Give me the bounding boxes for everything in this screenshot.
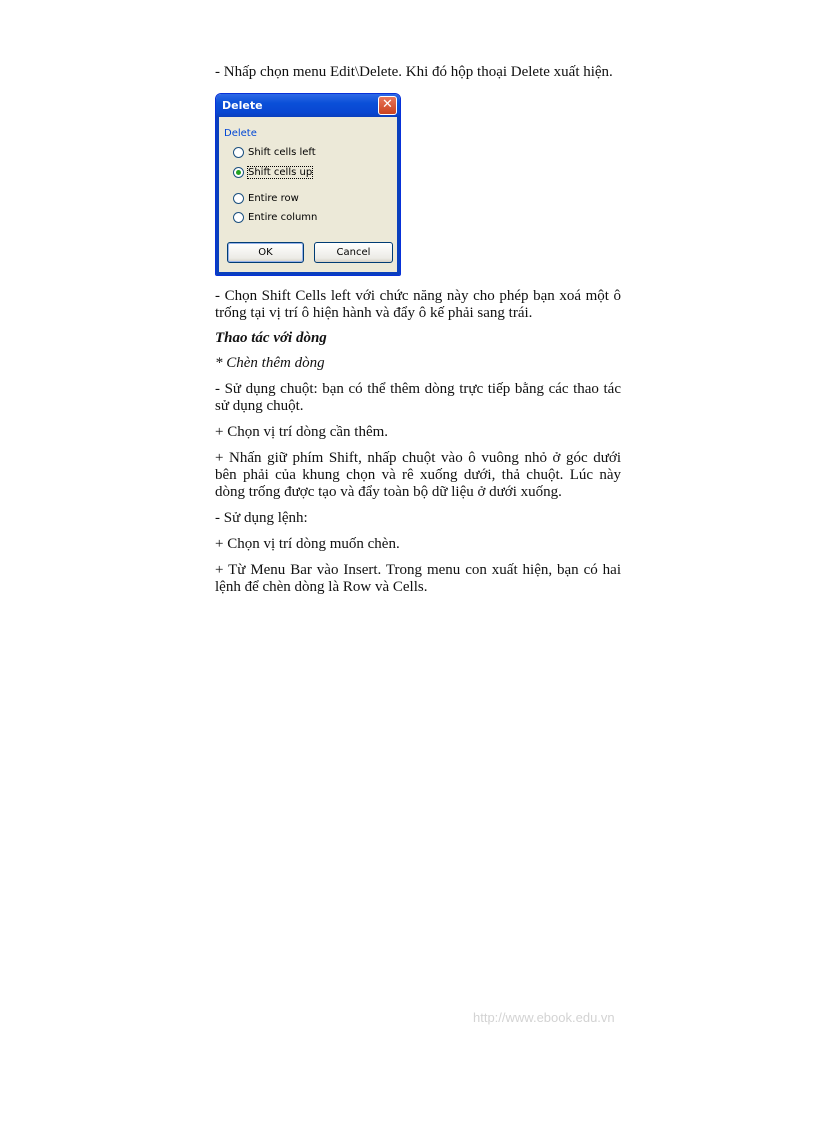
paragraph-mouse-use: - Sử dụng chuột: bạn có thể thêm dòng trực tiếp bằng các thao tác sử dụng chuột.	[215, 381, 621, 414]
radio-shift-cells-up[interactable]	[233, 167, 312, 178]
dialog-titlebar	[216, 94, 400, 117]
radio-button-icon[interactable]	[233, 147, 244, 158]
radio-label: Shift cells up	[248, 167, 313, 178]
radio-label: Entire row	[248, 193, 299, 204]
radio-entire-column[interactable]	[233, 212, 317, 223]
paragraph-menu-bar: + Từ Menu Bar vào Insert. Trong menu con xuất hiện, bạn có hai lệnh để chèn dòng là Row và Cells.	[215, 562, 621, 595]
radio-entire-row[interactable]	[233, 193, 299, 204]
dialog-frame-left	[216, 117, 219, 275]
paragraph-hold-shift: + Nhấn giữ phím Shift, nhấp chuột vào ô vuông nhỏ ở góc dưới bên phải của khung chọn và rê xuống dưới, thả chuột. Lúc này dòng trống được tạo và đẩy toàn bộ dữ liệu ở dưới xuống.	[215, 450, 621, 500]
radio-button-icon[interactable]	[233, 212, 244, 223]
close-button[interactable]	[378, 96, 397, 115]
radio-shift-cells-left[interactable]	[233, 147, 316, 158]
paragraph-intro: - Nhấp chọn menu Edit\Delete. Khi đó hộp thoại Delete xuất hiện.	[215, 64, 613, 80]
dialog-frame-right	[397, 117, 400, 275]
paragraph-select-insert-position: + Chọn vị trí dòng muốn chèn.	[215, 536, 400, 552]
radio-label: Shift cells left	[248, 147, 316, 158]
delete-dialog	[215, 93, 401, 276]
dialog-frame-bottom	[216, 272, 400, 275]
dialog-title: Delete	[222, 99, 263, 112]
close-icon: ✕	[382, 97, 393, 112]
watermark-url: http://www.ebook.edu.vn	[473, 1010, 615, 1025]
paragraph-shift-left: - Chọn Shift Cells left với chức năng này cho phép bạn xoá một ô trống tại vị trí ô hiện hành và đẩy ô kế phải sang trái.	[215, 288, 621, 321]
subheading: * Chèn thêm dòng	[215, 355, 325, 371]
group-label: Delete	[224, 128, 257, 139]
document-page	[215, 64, 621, 596]
radio-button-checked-icon[interactable]	[233, 167, 244, 178]
section-heading: Thao tác với dòng	[215, 330, 327, 346]
paragraph-select-position: + Chọn vị trí dòng cần thêm.	[215, 424, 389, 440]
radio-label: Entire column	[248, 212, 318, 223]
ok-button[interactable]: OK	[227, 242, 304, 263]
paragraph-command-use: - Sử dụng lệnh:	[215, 510, 308, 526]
cancel-button[interactable]: Cancel	[314, 242, 393, 263]
radio-button-icon[interactable]	[233, 193, 244, 204]
